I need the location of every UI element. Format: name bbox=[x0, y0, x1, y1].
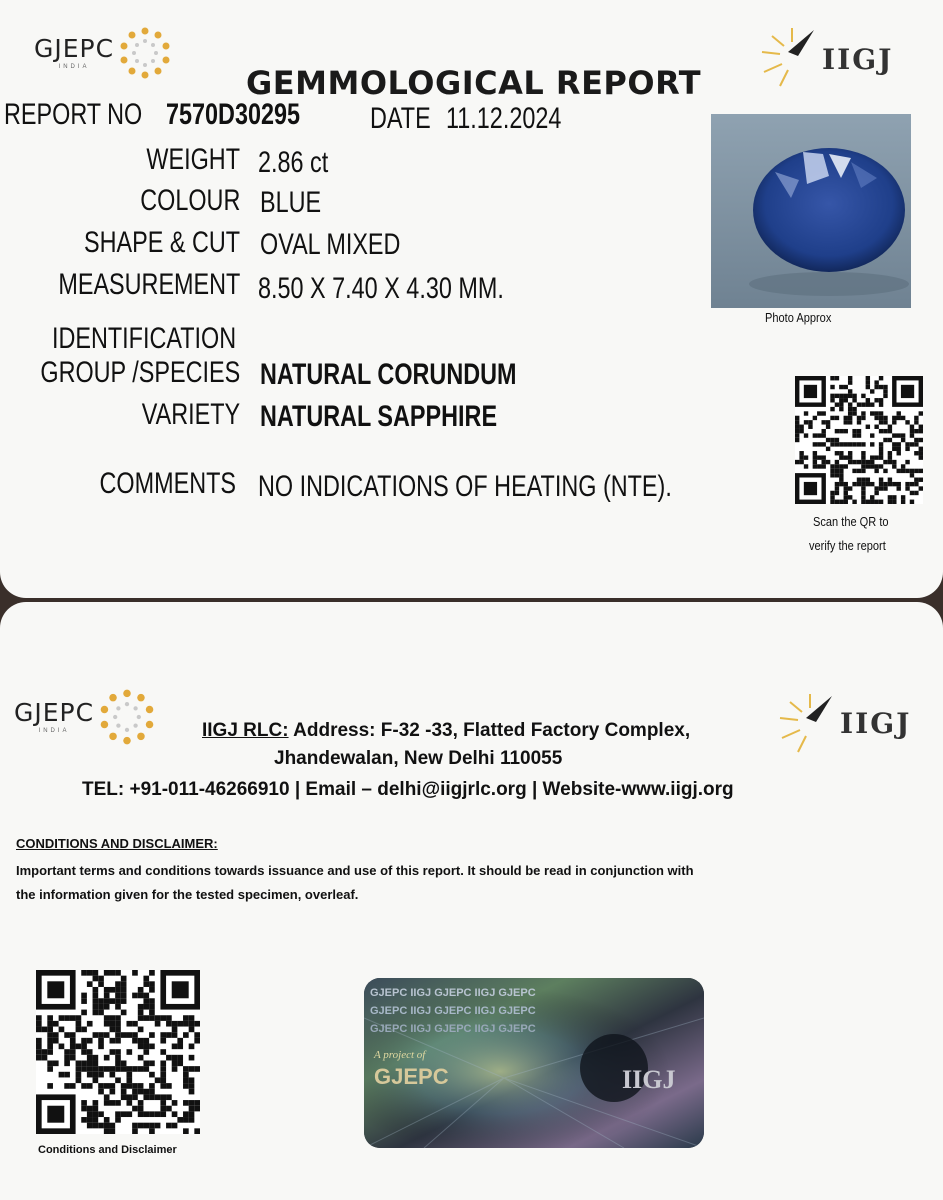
qr-code-image bbox=[795, 376, 923, 504]
hologram-pattern-row-1: GJEPC IIGJ GJEPC IIGJ GJEPC bbox=[370, 987, 536, 999]
conditions-line-2: the information given for the tested specimen, overleaf. bbox=[16, 887, 359, 902]
address-line-2: Jhandewalan, New Delhi 110055 bbox=[274, 748, 563, 769]
conditions-qr-caption: Conditions and Disclaimer bbox=[38, 1144, 177, 1156]
gjepc-logo-subtext: INDIA bbox=[58, 64, 90, 70]
group-label: GROUP /SPECIES bbox=[40, 356, 240, 389]
conditions-title: CONDITIONS AND DISCLAIMER: bbox=[16, 836, 218, 851]
colour-value: BLUE bbox=[260, 186, 322, 219]
qr-caption-line2: verify the report bbox=[809, 538, 886, 553]
colour-label: COLOUR bbox=[139, 184, 240, 217]
conditions-line-1: Important terms and conditions towards issuance and use of this report. It should be read in conjunction with bbox=[16, 863, 694, 878]
gjepc-logo-text-back: GJEPC bbox=[14, 698, 95, 727]
hologram-iigj-text: IIGJ bbox=[622, 1065, 676, 1094]
weight-value: 2.86 ct bbox=[258, 146, 329, 179]
iigj-logo-back bbox=[770, 688, 930, 760]
gjepc-logo bbox=[34, 26, 172, 80]
measurement-label: MEASUREMENT bbox=[57, 268, 240, 301]
iigj-burst-icon bbox=[752, 22, 822, 92]
date-label: DATE bbox=[370, 102, 431, 135]
iigj-logo-text: IIGJ bbox=[822, 43, 894, 76]
photo-caption: Photo Approx bbox=[765, 310, 832, 325]
hologram-pattern-row-2: GJEPC IIGJ GJEPC IIGJ GJEPC bbox=[370, 1005, 536, 1017]
iigj-logo-text-back: IIGJ bbox=[840, 707, 912, 740]
gjepc-logo-subtext-back: INDIA bbox=[38, 728, 70, 734]
security-hologram bbox=[364, 978, 704, 1148]
gjepc-logo-back bbox=[14, 688, 156, 746]
qr-caption-line1: Scan the QR to bbox=[813, 514, 889, 529]
report-back-card bbox=[0, 602, 943, 1200]
gjepc-sunburst-icon bbox=[118, 26, 172, 80]
conditions-qr-code[interactable] bbox=[36, 970, 200, 1134]
qr-code-image-back bbox=[36, 970, 200, 1134]
address-text: Address: F-32 -33, Flatted Factory Complex, bbox=[288, 720, 691, 741]
group-value: NATURAL CORUNDUM bbox=[260, 358, 517, 391]
hologram-project-text: A project of bbox=[374, 1049, 426, 1061]
sapphire-gem-image bbox=[711, 114, 911, 308]
report-no-value: 7570D30295 bbox=[166, 98, 301, 131]
gem-photo bbox=[711, 114, 911, 308]
hologram-pattern-row-3: GJEPC IIGJ GJEPC IIGJ GJEPC bbox=[370, 1023, 536, 1035]
variety-value: NATURAL SAPPHIRE bbox=[260, 400, 498, 433]
gjepc-logo-text: GJEPC bbox=[34, 34, 115, 63]
shape-label: SHAPE & CUT bbox=[83, 226, 240, 259]
measurement-value: 8.50 X 7.40 X 4.30 MM. bbox=[258, 272, 504, 305]
iigj-logo bbox=[752, 22, 912, 94]
weight-label: WEIGHT bbox=[146, 143, 240, 176]
hologram-gjepc-text: GJEPC bbox=[374, 1064, 449, 1089]
report-no-label: REPORT NO bbox=[4, 98, 143, 131]
gjepc-sunburst-icon-back bbox=[98, 688, 156, 746]
contact-line: TEL: +91-011-46266910 | Email – delhi@iigjrlc.org | Website-www.iigj.org bbox=[82, 779, 734, 800]
comments-label: COMMENTS bbox=[99, 467, 236, 500]
address-label: IIGJ RLC: bbox=[202, 720, 289, 741]
report-front-card bbox=[0, 0, 943, 598]
iigj-burst-icon-back bbox=[770, 688, 840, 758]
identification-label: IDENTIFICATION bbox=[51, 322, 236, 355]
date-value: 11.12.2024 bbox=[446, 102, 562, 135]
hologram-image bbox=[364, 978, 704, 1148]
variety-label: VARIETY bbox=[141, 398, 240, 431]
report-title: GEMMOLOGICAL REPORT bbox=[246, 64, 702, 102]
address-line-1 bbox=[202, 720, 690, 742]
verify-qr-code[interactable] bbox=[795, 376, 923, 504]
shape-value: OVAL MIXED bbox=[260, 228, 401, 261]
comments-value: NO INDICATIONS OF HEATING (NTE). bbox=[258, 470, 672, 503]
